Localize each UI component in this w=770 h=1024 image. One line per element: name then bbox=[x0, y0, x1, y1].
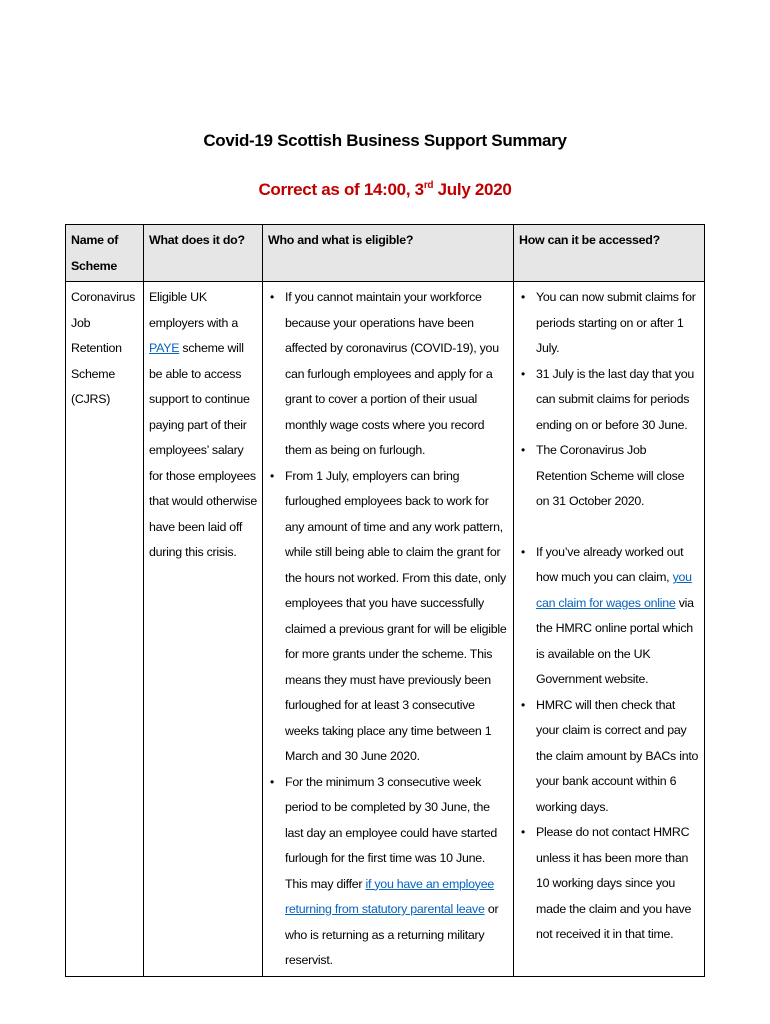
list-item: • 31 July is the last day that you can submit claims for periods ending on or before 30 June. bbox=[536, 362, 700, 439]
what-text-before: Eligible UK employers with a bbox=[149, 290, 238, 330]
list-item: • If you cannot maintain your workforce because your operations have been affected by coronavirus (COVID-19), you can furlough employees and apply for a grant to cover a portion of their usual monthly wage costs where you record them as being on furlough. bbox=[285, 285, 509, 464]
table-header-row bbox=[66, 225, 705, 282]
parental-leave-link[interactable]: if you have an employee returning from statutory parental leave bbox=[285, 876, 495, 916]
how-list bbox=[519, 285, 700, 948]
subtitle-ordinal: rd bbox=[423, 180, 434, 191]
table-row bbox=[66, 282, 705, 977]
support-table bbox=[65, 224, 705, 977]
how-cell bbox=[514, 282, 705, 977]
who-list bbox=[268, 285, 509, 974]
what-cell bbox=[144, 282, 263, 977]
subtitle-suffix: July 2020 bbox=[433, 180, 512, 199]
paye-link[interactable]: PAYE bbox=[149, 341, 180, 355]
page-title: Covid-19 Scottish Business Support Summary bbox=[203, 131, 567, 150]
list-item bbox=[536, 540, 700, 693]
list-item bbox=[285, 770, 509, 974]
subtitle-prefix: Correct as of 14:00, 3 bbox=[258, 180, 424, 199]
who-last-before: For the minimum 3 consecutive week period to be completed by 30 June, the last day an employee could have started furlough for the first time was 10 June. This may differ bbox=[285, 774, 498, 891]
header-name-of-scheme: Name of Scheme bbox=[66, 225, 144, 282]
list-item: • Please do not contact HMRC unless it has been more than 10 working days since you made the claim and you have not received it in that time. bbox=[536, 820, 700, 948]
list-item: • You can now submit claims for periods starting on or after 1 July. bbox=[536, 285, 700, 362]
page-subtitle bbox=[0, 180, 770, 200]
who-cell bbox=[263, 282, 514, 977]
header-what-does-it-do: What does it do? bbox=[144, 225, 263, 282]
who-last-after: or who is returning as a returning military reservist. bbox=[285, 902, 499, 967]
claim-wages-link[interactable]: you can claim for wages online bbox=[536, 570, 692, 610]
list-item: • The Coronavirus Job Retention Scheme will close on 31 October 2020. bbox=[536, 438, 700, 515]
scheme-name-cell: Coronavirus Job Retention Scheme (CJRS) bbox=[66, 282, 144, 977]
how-claim-after: via the HMRC online portal which is available on the UK Government website. bbox=[536, 595, 694, 686]
header-who-is-eligible: Who and what is eligible? bbox=[263, 225, 514, 282]
header-how-accessed: How can it be accessed? bbox=[514, 225, 705, 282]
list-item: • From 1 July, employers can bring furloughed employees back to work for any amount of time and any work pattern, while still being able to claim the grant for the hours not worked. From this date, only employees that you have successfully claimed a previous grant for will be eligible for more grants under the scheme. This means they must have previously been furloughed for at least 3 consecutive weeks taking place any time between 1 March and 30 June 2020. bbox=[285, 464, 509, 770]
what-text-after: scheme will be able to access support to continue paying part of their employees’ salary for those employees that would otherwise have been laid off during this crisis. bbox=[149, 341, 257, 559]
list-item: • HMRC will then check that your claim is correct and pay the claim amount by BACs into your bank account within 6 working days. bbox=[536, 693, 700, 821]
how-claim-before: If you’ve already worked out how much you can claim, bbox=[536, 544, 684, 584]
